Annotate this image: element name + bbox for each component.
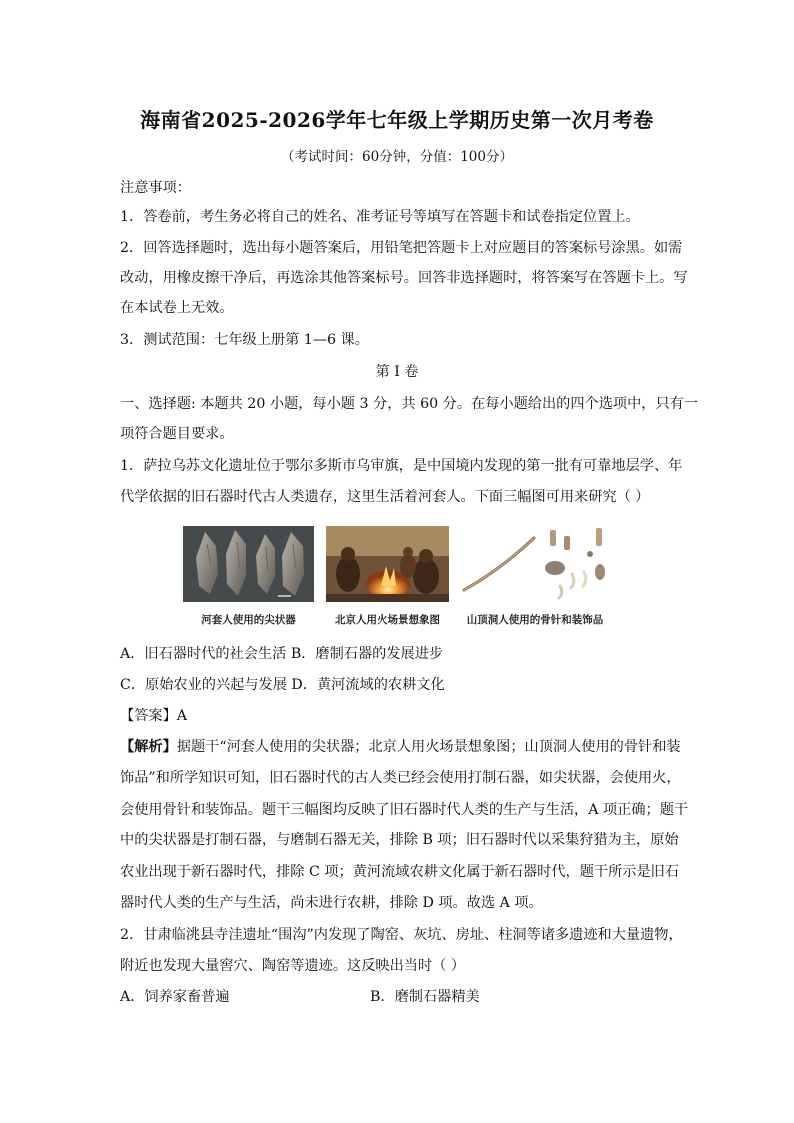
question-stem: 代学依据的旧石器时代古人类遗存，这里生活着河套人。下面三幅图可用来研究（ ） bbox=[120, 489, 650, 505]
analysis-line: 器时代人类的生产与生活，尚未进行农耕，排除 D 项。故选 A 项。 bbox=[120, 895, 543, 911]
analysis-line: 会使用骨针和装饰品。题干三幅图均反映了旧石器时代人类的生产与生活，A 项正确；题干 bbox=[120, 802, 689, 818]
analysis-line bbox=[120, 737, 680, 757]
section-heading: 一、选择题: 本题共 20 小题，每小题 3 分，共 60 分。在每小题给出的四个选项中，只有一 bbox=[120, 396, 699, 412]
fire-scene-image bbox=[326, 526, 449, 602]
option-line: C．原始农业的兴起与发展 D．黄河流域的农耕文化 bbox=[120, 677, 445, 693]
page-title: 海南省2025-2026学年七年级上学期历史第一次月考卷 bbox=[140, 108, 654, 132]
figure-caption: 北京人用火场景想象图 bbox=[335, 614, 440, 626]
note-line: 在本试卷上无效。 bbox=[120, 300, 234, 316]
stone-tools-image bbox=[183, 526, 314, 602]
note-line: 1．答卷前，考生务必将自己的姓名、准考证号等填写在答题卡和试卷指定位置上。 bbox=[120, 209, 640, 225]
analysis-label: 【解析】 bbox=[120, 739, 177, 755]
notes-heading: 注意事项： bbox=[120, 180, 191, 196]
question-stem: 附近也发现大量窖穴、陶窑等遗迹。这反映出当时（ ） bbox=[120, 958, 466, 974]
note-line: 3．测试范围：七年级上册第 1—6 课。 bbox=[120, 332, 369, 348]
note-line: 2．回答选择题时，选出每小题答案后，用铅笔把答题卡上对应题目的答案标号涂黑。如需 bbox=[120, 240, 683, 256]
figure-caption: 山顶洞人使用的骨针和装饰品 bbox=[466, 614, 604, 626]
figure-caption: 河套人使用的尖状器 bbox=[201, 614, 296, 626]
question-stem: 2．甘肃临洮县寺洼遗址“围沟”内发现了陶窑、灰坑、房址、柱洞等诸多遗迹和大量遗物， bbox=[120, 927, 683, 943]
analysis-line: 农业出现于新石器时代，排除 C 项；黄河流域农耕文化属于新石器时代，题干所示是旧石 bbox=[120, 864, 680, 880]
option-b: B．磨制石器精美 bbox=[370, 989, 480, 1005]
question-stem: 1．萨拉乌苏文化遗址位于鄂尔多斯市乌审旗，是中国境内发现的第一批有可靠地层学、年 bbox=[120, 458, 683, 474]
answer-label: 【答案】A bbox=[120, 708, 187, 724]
section-heading: 项符合题目要求。 bbox=[120, 426, 234, 442]
bone-needle-image bbox=[460, 526, 610, 602]
note-line: 改动，用橡皮擦干净后，再选涂其他答案标号。回答非选择题时，将答案写在答题卡上。写 bbox=[120, 270, 688, 286]
option-a: A．饲养家畜普遍 bbox=[120, 989, 230, 1005]
analysis-text: 据题干“河套人使用的尖状器；北京人用火场景想象图；山顶洞人使用的骨针和装 bbox=[176, 739, 681, 755]
exam-info: （考试时间：60分钟，分值：100分） bbox=[281, 149, 513, 165]
question-figure bbox=[0, 526, 794, 632]
analysis-line: 中的尖状器是打制石器，与磨制石器无关，排除 B 项；旧石器时代以采集狩猎为主，原始 bbox=[120, 832, 679, 848]
volume-label: 第 I 卷 bbox=[375, 364, 419, 380]
option-line: A．旧石器时代的社会生活 B．磨制石器的发展进步 bbox=[120, 646, 444, 662]
analysis-line: 饰品”和所学知识可知，旧石器时代的古人类已经会使用打制石器，如尖状器，会使用火， bbox=[120, 770, 681, 786]
